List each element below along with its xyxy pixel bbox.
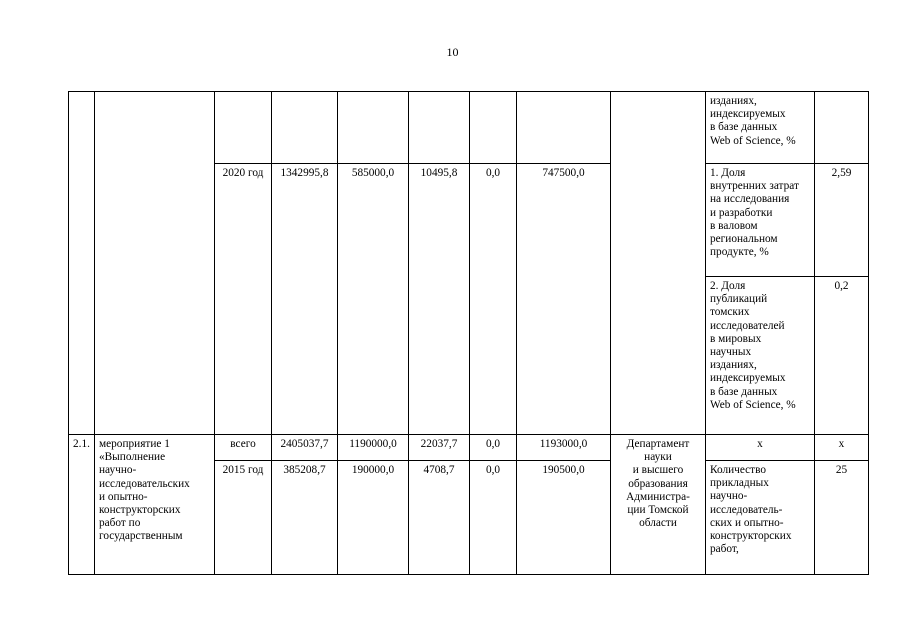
indicator-value: 25 — [815, 461, 869, 575]
indicator-value: х — [815, 435, 869, 461]
federal-cell: 190000,0 — [338, 461, 409, 575]
extra-cell: 190500,0 — [517, 461, 611, 575]
indicator-text: 1. Доля внутренних затрат на исследования и разработки в валовом региональном продукте, % — [706, 164, 815, 277]
total-cell: 385208,7 — [272, 461, 338, 575]
extra-cell — [517, 92, 611, 164]
total-cell — [272, 92, 338, 164]
indicator-text: изданиях, индексируемых в базе данных Web of Science, % — [706, 92, 815, 164]
year-cell: 2015 год — [215, 461, 272, 575]
extra-cell: 747500,0 — [517, 164, 611, 435]
regional-cell: 4708,7 — [409, 461, 470, 575]
executor-cell: Департамент науки и высшего образования Администра- ции Томской области — [611, 435, 706, 575]
table-row — [69, 92, 869, 164]
federal-cell — [338, 92, 409, 164]
local-cell: 0,0 — [470, 164, 517, 435]
total-cell: 2405037,7 — [272, 435, 338, 461]
name-cell — [95, 92, 215, 435]
number-cell: 2.1. — [69, 435, 95, 575]
regional-cell — [409, 92, 470, 164]
indicator-value: 2,59 — [815, 164, 869, 277]
executor-cell — [611, 92, 706, 435]
number-cell — [69, 92, 95, 435]
indicator-text: Количество прикладных научно- исследователь- ских и опытно- конструкторских работ, — [706, 461, 815, 575]
federal-cell: 1190000,0 — [338, 435, 409, 461]
regional-cell: 22037,7 — [409, 435, 470, 461]
local-cell: 0,0 — [470, 435, 517, 461]
program-table — [68, 91, 869, 575]
indicator-text: 2. Доля публикаций томских исследователей в мировых научных изданиях, индексируемых в базе данных Web of Science, % — [706, 277, 815, 435]
year-cell — [215, 92, 272, 164]
indicator-text: х — [706, 435, 815, 461]
page-number: 10 — [446, 45, 459, 59]
name-cell: мероприятие 1 «Выполнение научно- исследовательских и опытно- конструкторских работ по государственным — [95, 435, 215, 575]
local-cell: 0,0 — [470, 461, 517, 575]
year-cell: 2020 год — [215, 164, 272, 435]
regional-cell: 10495,8 — [409, 164, 470, 435]
extra-cell: 1193000,0 — [517, 435, 611, 461]
indicator-value: 0,2 — [815, 277, 869, 435]
year-cell: всего — [215, 435, 272, 461]
local-cell — [470, 92, 517, 164]
federal-cell: 585000,0 — [338, 164, 409, 435]
total-cell: 1342995,8 — [272, 164, 338, 435]
indicator-value — [815, 92, 869, 164]
table-row — [69, 435, 869, 461]
